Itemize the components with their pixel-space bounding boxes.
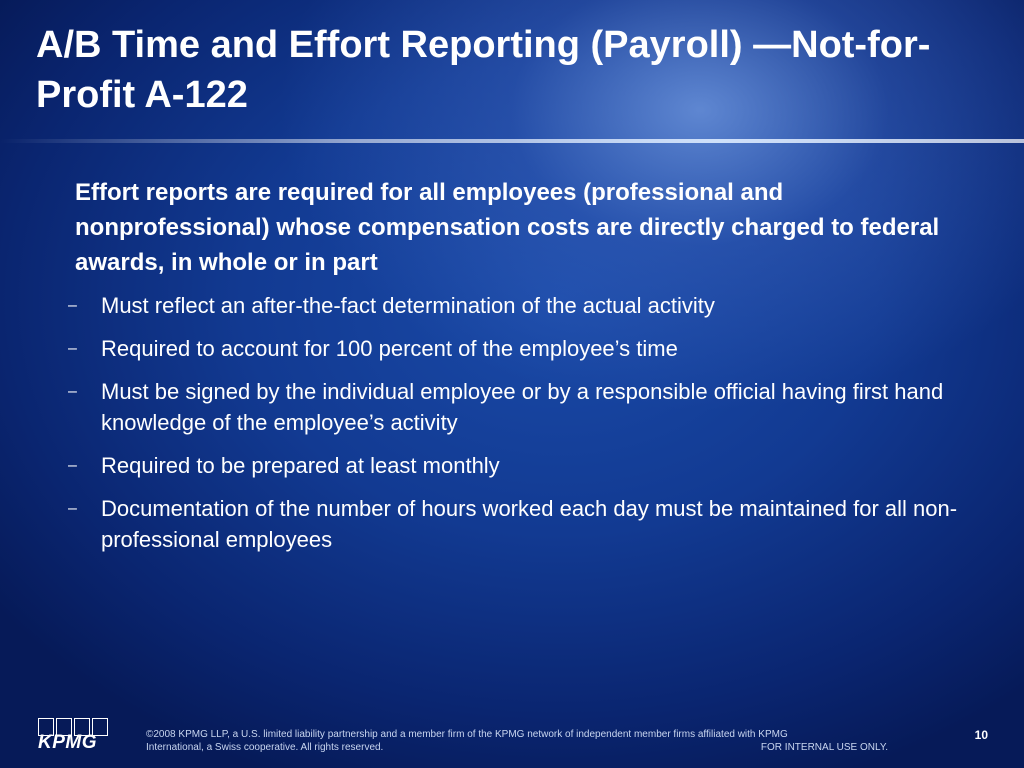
bullet-text: Required to be prepared at least monthly xyxy=(101,453,500,478)
logo-wordmark: KPMG xyxy=(38,732,97,753)
bullet-item xyxy=(0,290,1024,321)
lead-paragraph: Effort reports are required for all employees (professional and nonprofessional) whose compensation costs are directly charged to federal awards, in whole or in part xyxy=(75,179,940,276)
kpmg-logo xyxy=(38,718,114,758)
dash-marker: – xyxy=(68,457,77,474)
bullet-text: Must be signed by the individual employee or by a responsible official having first hand knowledge of the employee’s activity xyxy=(101,379,944,435)
copyright-line-2: International, a Swiss cooperative. All rights reserved. xyxy=(146,742,384,753)
copyright-notice xyxy=(146,728,906,754)
slide-footer xyxy=(0,712,1024,768)
bullet-item xyxy=(0,376,1024,438)
bullet-text: Required to account for 100 percent of the employee’s time xyxy=(101,336,678,361)
dash-marker: – xyxy=(68,340,77,357)
dash-marker: – xyxy=(68,500,77,517)
bullet-text: Documentation of the number of hours worked each day must be maintained for all non-professional employees xyxy=(101,496,958,552)
title-divider xyxy=(0,139,1024,143)
slide-title: A/B Time and Effort Reporting (Payroll) —Not-for-Profit A-122 xyxy=(36,24,931,116)
dash-marker: – xyxy=(68,383,77,400)
page-number: 10 xyxy=(974,728,988,742)
bullet-list xyxy=(0,290,1024,567)
bullet-text: Must reflect an after-the-fact determination of the actual activity xyxy=(101,293,715,318)
classification-label: FOR INTERNAL USE ONLY. xyxy=(760,742,888,753)
dash-marker: – xyxy=(68,297,77,314)
bullet-item xyxy=(0,450,1024,481)
bullet-item xyxy=(0,493,1024,555)
bullet-item xyxy=(0,333,1024,364)
copyright-line-1: ©2008 KPMG LLP, a U.S. limited liability partnership and a member firm of the KPMG network of independent member firms affiliated with KPMG xyxy=(146,729,788,740)
